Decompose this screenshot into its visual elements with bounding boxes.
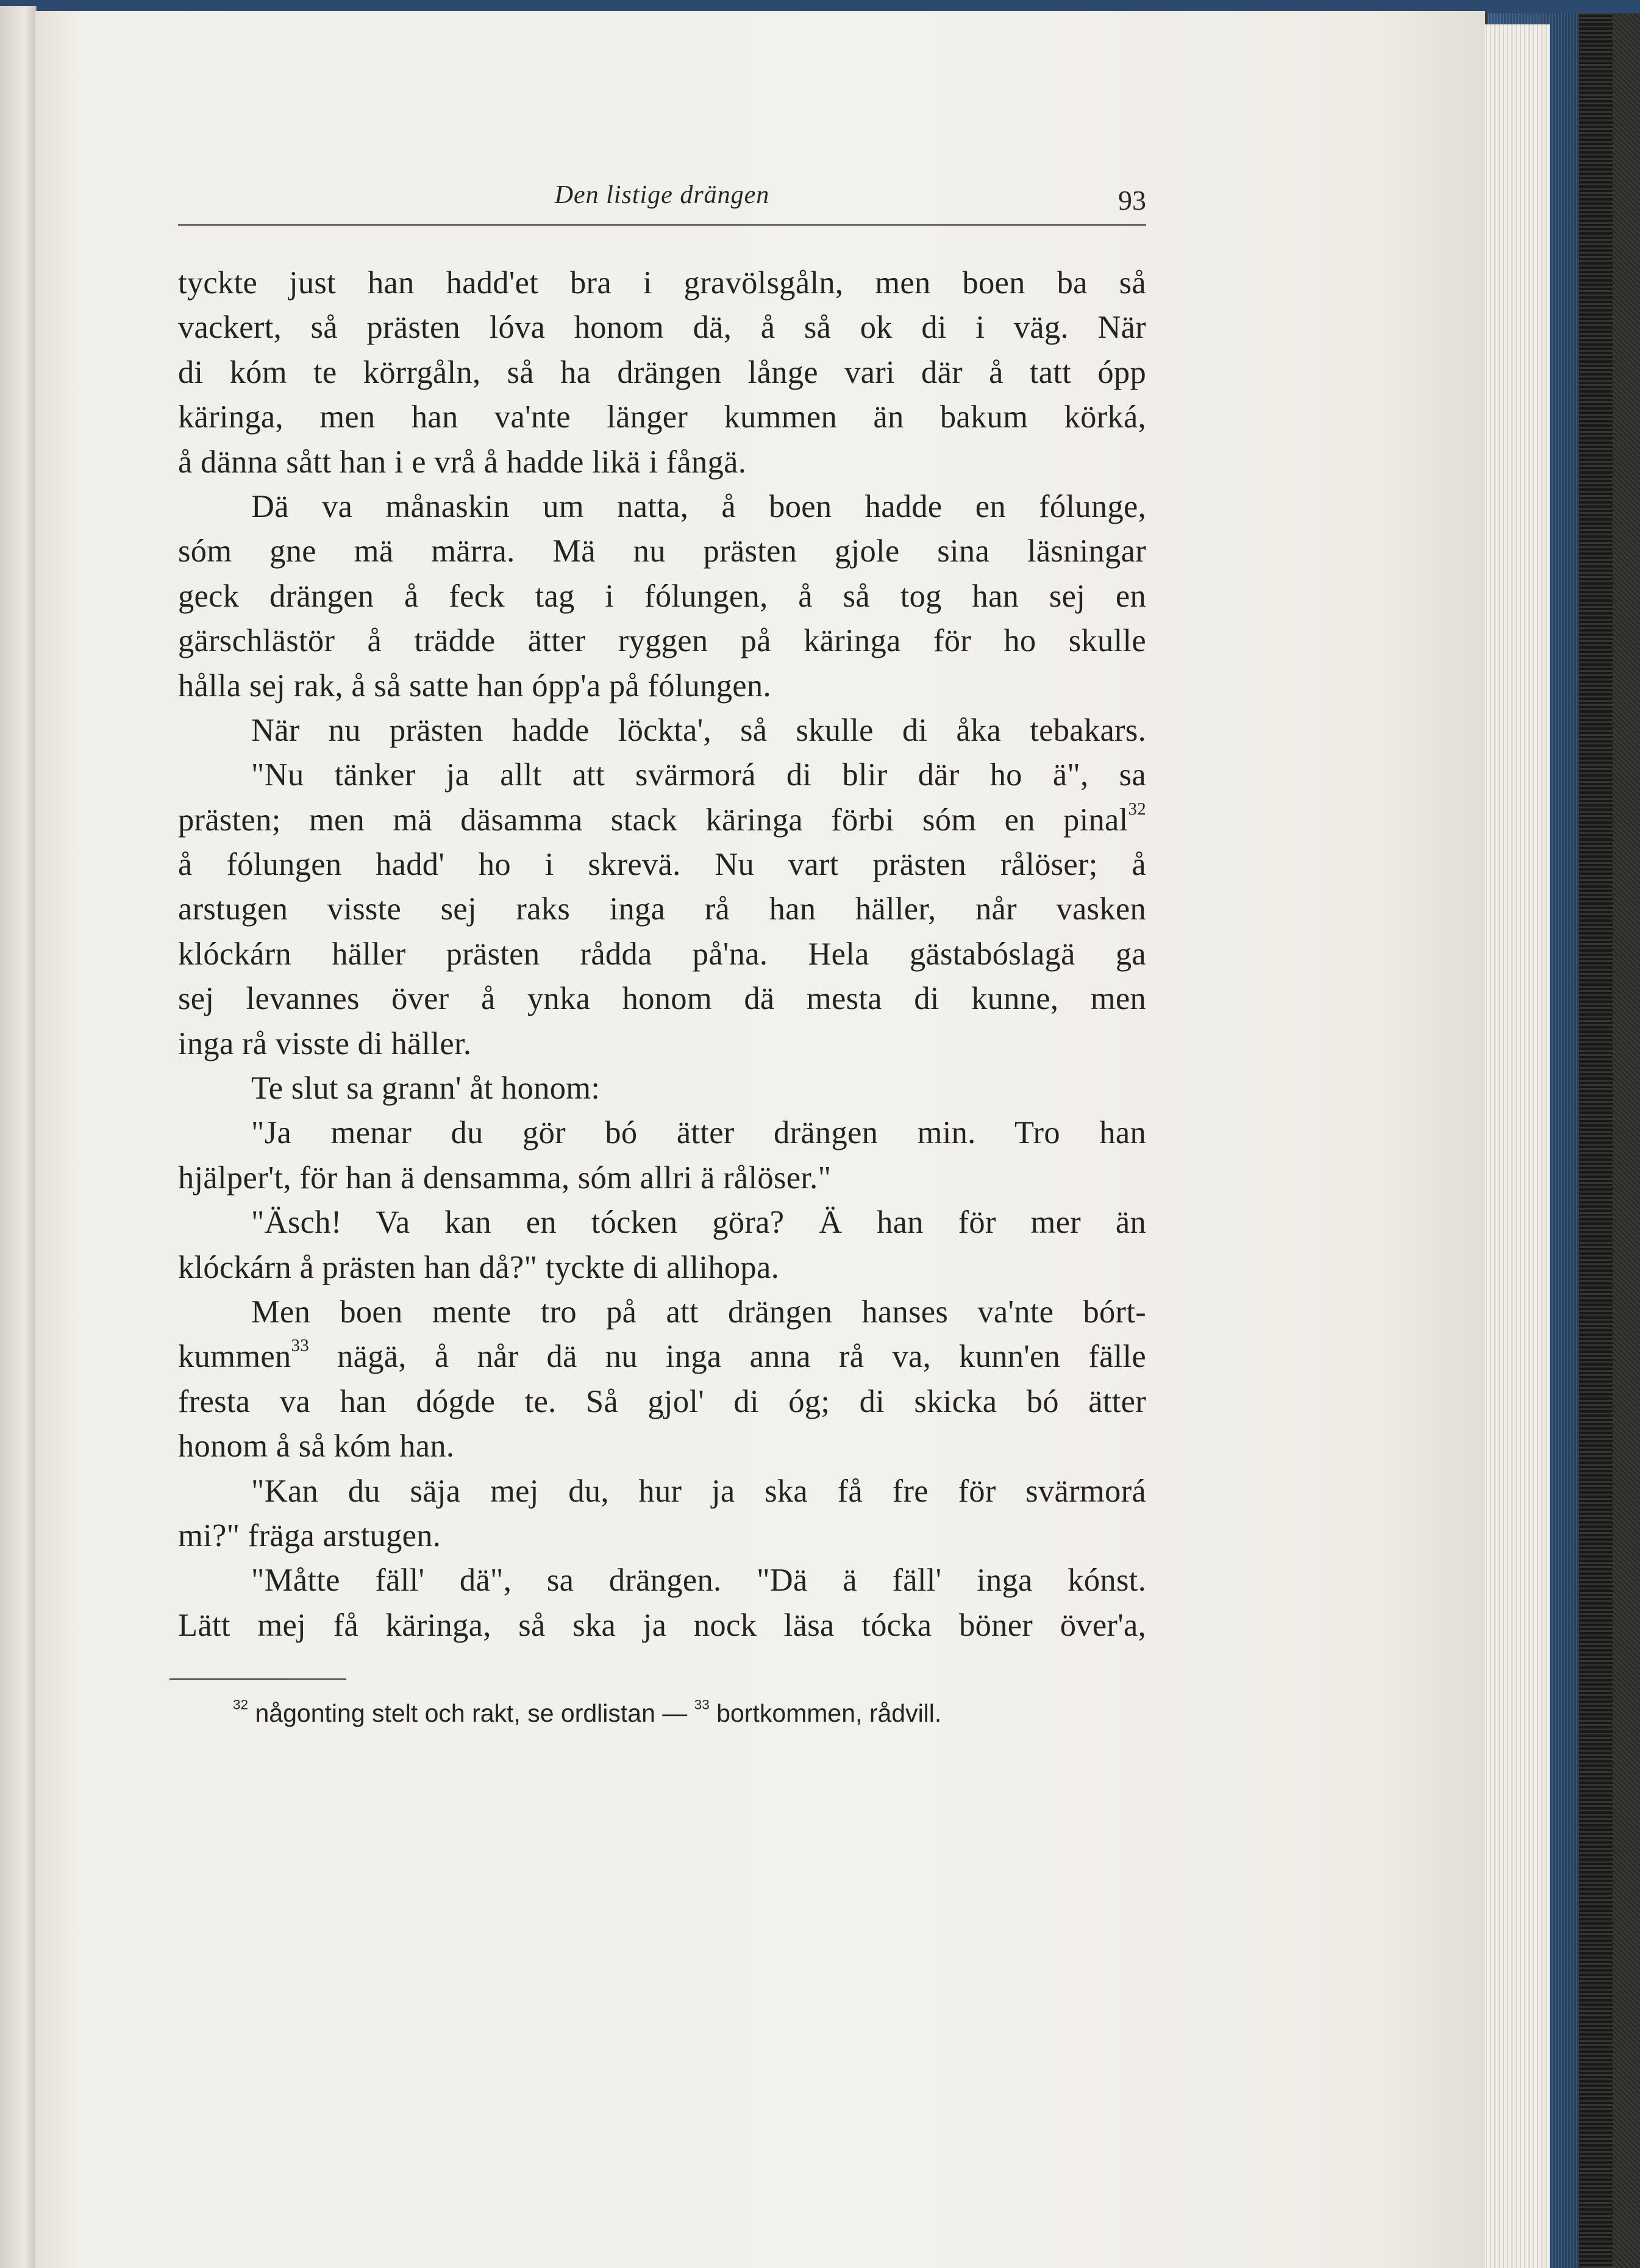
running-title: Den listige drängen [554,181,770,209]
footnote-ref-32: 32 [1128,799,1146,819]
text-line: di kóm te körrgåln, så ha drängen långe vari där å tatt ópp [178,354,1146,390]
body-text [178,261,1146,1648]
footnote-33-text: bortkommen, rådvill. [716,1699,942,1727]
text-line: inga rå visste di häller. [178,1025,472,1061]
footnote-32-text: någonting stelt och rakt, se ordlistan — [255,1699,694,1727]
text-line: "Ja menar du gör bó ätter drängen min. Tro han [251,1115,1146,1151]
text-line: fresta va han dógde te. Så gjol' di óg; di skicka bó ätter [178,1383,1146,1419]
previous-page-edge [0,6,37,2268]
text-line: Dä va månaskin um natta, å boen hadde en fólunge, [251,488,1146,524]
text-line: klóckárn å prästen han då?" tyckte di allihopa. [178,1249,779,1285]
footnote-number-33: 33 [694,1697,710,1713]
text-line: klóckárn häller prästen rådda på'na. Hela gästabóslagä ga [178,936,1146,972]
text-line-with-footnote-ref [178,798,1146,843]
text-line: å dänna sått han i e vrå å hadde likä i fångä. [178,444,747,480]
text-line: "Kan du säja mej du, hur ja ska få fre för svärmorá [251,1473,1146,1509]
text-line: När nu prästen hadde löckta', så skulle di åka tebakars. [251,712,1146,748]
text-line: hålla sej rak, å så satte han ópp'a på fólungen. [178,668,771,704]
footnote-number-32: 32 [233,1697,249,1713]
text-line: Te slut sa grann' åt honom: [251,1071,601,1107]
text-line: "Måtte fäll' dä", sa drängen. "Dä ä fäll' inga kónst. [251,1563,1146,1599]
text-line-part: kummen [178,1339,291,1375]
text-line: å fólungen hadd' ho i skrevä. Nu vart prästen rålöser; å [178,847,1146,883]
page-number: 93 [1118,185,1146,216]
text-line: "Äsch! Va kan en tócken göra? Ä han för mer än [251,1205,1146,1241]
footnote-ref-33: 33 [291,1336,309,1356]
book-cover-edge [1579,0,1613,2268]
text-line: geck drängen å feck tag i fólungen, å så tog han sej en [178,578,1146,614]
text-line: tyckte just han hadd'et bra i gravölsgåln, men boen ba så [178,265,1146,301]
text-line: mi?" fräga arstugen. [178,1517,441,1553]
text-line: gärschlästör å trädde ätter ryggen på käringa för ho skulle [178,623,1146,659]
footnote-rule [169,1678,346,1680]
text-line-part: nägä, å når dä nu inga anna rå va, kunn'en fälle [309,1339,1146,1375]
text-line: hjälper't, för han ä densamma, sóm allri ä rålöser." [178,1160,832,1196]
text-line: "Nu tänker ja allt att svärmorá di blir där ho ä", sa [251,757,1146,793]
text-line: Men boen mente tro på att drängen hanses va'nte bórt- [251,1294,1146,1330]
text-line: honom å så kóm han. [178,1428,455,1464]
text-line: sóm gne mä märra. Mä nu prästen gjole sina läsningar [178,533,1146,569]
footnotes [233,1695,1147,1731]
text-line: vackert, så prästen lóva honom dä, å så ok di i väg. När [178,310,1146,346]
page-stack-edge [1481,24,1550,2268]
text-line: arstugen visste sej raks inga rå han häller, når vasken [178,891,1146,927]
header-rule [178,224,1146,226]
text-line: käringa, men han va'nte länger kummen än bakum körká, [178,399,1146,435]
text-line-with-footnote-ref [178,1335,1146,1379]
text-line: Lätt mej få käringa, så ska ja nock läsa tócka böner över'a, [178,1607,1146,1643]
text-line-part: prästen; men mä däsamma stack käringa förbi sóm en pinal [178,802,1128,838]
text-line: sej levannes över å ynka honom dä mesta di kunne, men [178,981,1146,1017]
page-header [178,180,1146,223]
